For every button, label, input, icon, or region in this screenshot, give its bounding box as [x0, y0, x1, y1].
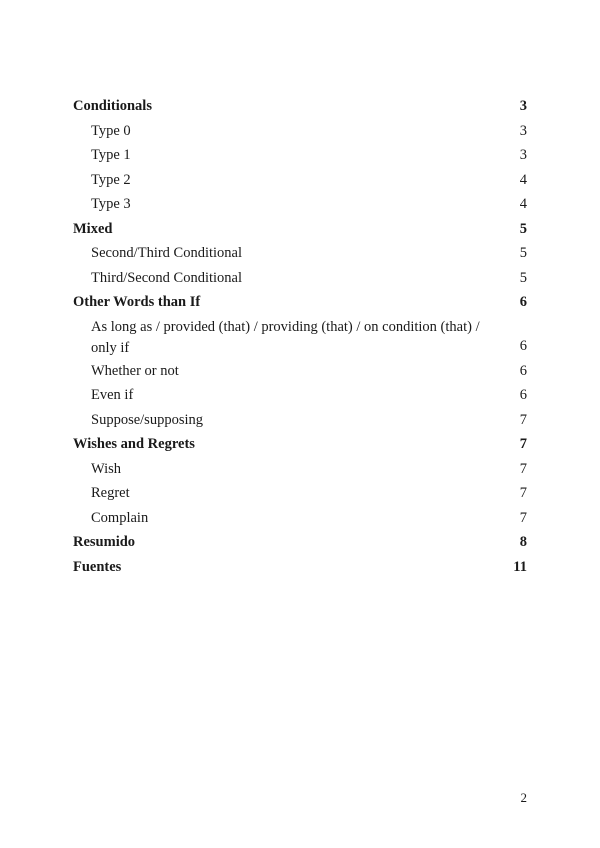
- toc-entry-label: Mixed: [73, 220, 113, 237]
- toc-entry-label: Type 0: [91, 122, 131, 139]
- page-number: 2: [520, 790, 527, 805]
- toc-entry-page: 3: [519, 147, 527, 163]
- toc-entry-label: Wish: [91, 460, 122, 477]
- toc-entry-label: Fuentes: [73, 558, 122, 575]
- toc-entry-page: 6: [519, 294, 527, 310]
- toc-entry-label: Wishes and Regrets: [73, 436, 195, 452]
- toc-entry[interactable]: [73, 266, 527, 291]
- toc-entry-page: 4: [519, 171, 527, 188]
- toc-entry[interactable]: [73, 241, 527, 266]
- toc-entry-page: 8: [519, 534, 527, 550]
- toc-entry-page: 7: [519, 411, 527, 428]
- toc-entry[interactable]: [73, 315, 527, 359]
- toc-entry-label: Type 1: [91, 147, 131, 163]
- table-of-contents: [73, 94, 527, 579]
- toc-entry[interactable]: [73, 94, 527, 119]
- toc-entry[interactable]: [73, 481, 527, 506]
- toc-entry-label: Other Words than If: [73, 294, 201, 310]
- toc-entry-page: 11: [513, 558, 527, 575]
- toc-entry[interactable]: [73, 143, 527, 168]
- toc-entry-page: 6: [519, 362, 527, 379]
- toc-entry-page: 6: [519, 387, 527, 403]
- toc-entry-page: 7: [519, 485, 527, 501]
- toc-entry[interactable]: [73, 506, 527, 531]
- toc-entry-page: 3: [519, 98, 527, 114]
- toc-entry-page: 6: [519, 338, 527, 354]
- toc-entry-label: Resumido: [73, 534, 136, 550]
- toc-entry-label: Conditionals: [73, 98, 152, 114]
- toc-entry-label: Type 3: [91, 196, 131, 212]
- toc-entry[interactable]: [73, 192, 527, 217]
- toc-entry-page: 5: [519, 220, 527, 237]
- toc-entry[interactable]: [73, 555, 527, 580]
- toc-entry-page: 3: [519, 122, 527, 139]
- toc-entry[interactable]: [73, 457, 527, 482]
- toc-entry[interactable]: [73, 359, 527, 384]
- toc-entry[interactable]: [73, 530, 527, 555]
- toc-entry[interactable]: [73, 408, 527, 433]
- toc-entry-page: 7: [519, 436, 527, 452]
- toc-entry[interactable]: [73, 383, 527, 408]
- toc-entry-label: Whether or not: [91, 362, 179, 379]
- toc-entry[interactable]: [73, 168, 527, 193]
- toc-entry-page: 7: [519, 509, 527, 526]
- toc-entry-label: As long as / provided (that) / providing (that) / on condition (that) / only if: [91, 318, 480, 356]
- toc-entry-page: 7: [519, 460, 527, 477]
- toc-entry-label: Complain: [91, 509, 149, 526]
- toc-entry[interactable]: [73, 290, 527, 315]
- toc-entry-label: Third/Second Conditional: [91, 269, 243, 286]
- toc-entry-label: Regret: [91, 485, 130, 501]
- toc-entry[interactable]: [73, 119, 527, 144]
- toc-entry-label: Type 2: [91, 171, 131, 188]
- toc-entry-page: 5: [519, 269, 527, 286]
- toc-entry-label: Even if: [91, 387, 134, 403]
- toc-entry-label: Suppose/supposing: [91, 411, 203, 428]
- toc-entry-page: 4: [519, 196, 527, 212]
- toc-entry-page: 5: [519, 245, 527, 261]
- toc-entry[interactable]: [73, 217, 527, 242]
- toc-entry[interactable]: [73, 432, 527, 457]
- toc-entry-label: Second/Third Conditional: [91, 245, 243, 261]
